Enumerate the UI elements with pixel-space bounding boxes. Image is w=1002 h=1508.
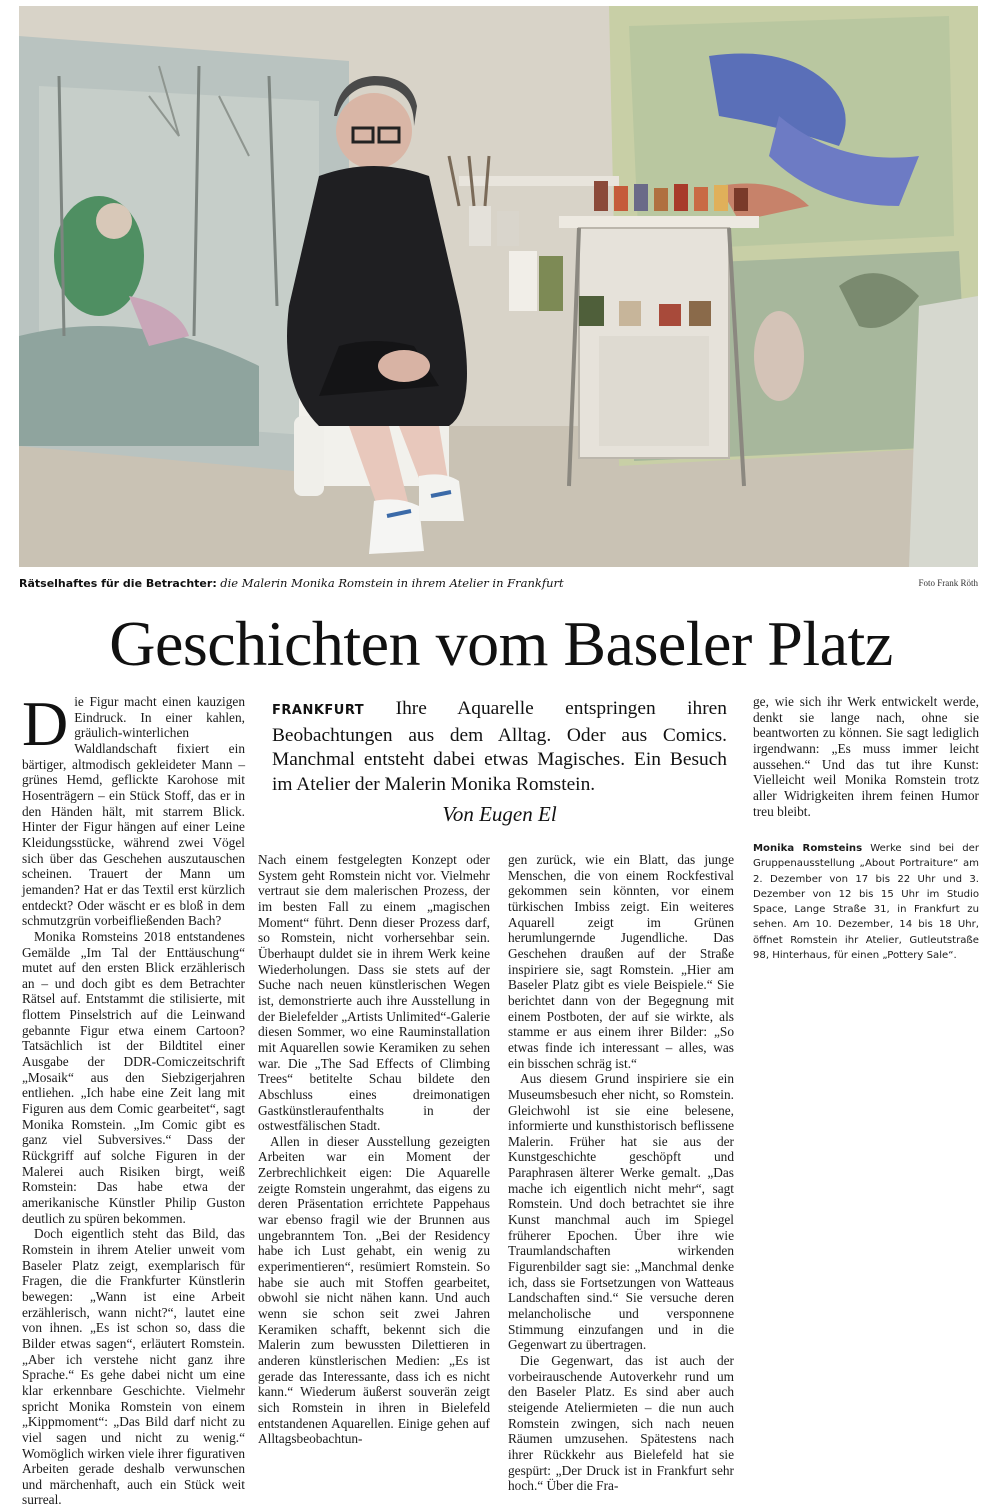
teaser-text: Ihre Aquarelle entspringen ihren Beobachtungen aus dem Alltag. Oder aus Comics. Manchmal entsteht dabei etwas Magisches. Ein Besuch im Atelier der Malerin Monika Romstein. [272,698,727,795]
paragraph: ge, wie sich ihr Werk entwickelt werde, denkt sie lange nach, ohne sie beantworten zu können. Sie sagt lediglich irgendwann: „Es muss immer leicht aussehen.“ Und das tut ihre Kunst: Vielleicht weil Monika Romstein trotz aller Widrigkeiten ihrem feinen Humor treu bleibt. [753,694,979,819]
dateline: FRANKFURT [272,703,365,718]
event-info-box [753,841,979,963]
info-lead: Monika Romsteins [753,843,863,854]
article-column-4 [753,694,979,819]
paragraph: Die Gegenwart, das ist auch der vorbeirauschende Autoverkehr rund um den Baseler Platz. Es sind aber auch steigende Ateliermieten – die nun auch Romstein zwingen, sich nach neuen Räumen umzusehen. Spätestens nach ihrer Rückkehr aus Bielefeld hat sie gespürt: „Der Druck ist in Frankfurt sehr hoch.“ Über die Fra- [508,1353,734,1494]
paragraph: Nach einem festgelegten Konzept oder System geht Romstein nicht vor. Vielmehr vertraut sie dem malerischen Prozess, der im besten Fall zu einem „magischen Moment“ führt. Denn dieser Prozess darf, so Romstein, nicht vorhersehbar sein. Überhaupt duldet sie in ihrem Werk keine Wiederholungen. Dass sie stets auf der Suche nach neuen künstlerischen Wegen ist, demonstrierte auch ihre Ausstellung in der Bielefelder „Artists Unlimited“-Galerie diesen Sommer, wo eine Rauminstallation mit Aquarellen sowie Keramiken zu sehen war. Die „The Sad Effects of Climbing Trees“ betitelte Schau bildete den Abschluss eines dreimonatigen Gastkünstleraufenthalts in der ostwestfälischen Stadt. [258,852,490,1134]
paragraph: Allen in dieser Ausstellung gezeigten Arbeiten war ein Moment der Zerbrechlichkeit eigen: Die Aquarelle zeigte Romstein ungerahmt, das eigens zu deren Präsentation errichtete Pappehaus war ebenso fragil wie der Brunnen aus ungebranntem Ton. „Bei der Residency habe ich Lust gehabt, ein wenig zu experimentieren“, resümiert Romstein. So habe sie auch mit Stoffen gearbeitet, obwohl sie nicht nähen kann. Und auch wenn sie schon seit zwei Jahren Keramiken schafft, bekennt sich die Malerin zum bewussten Dilettieren in anderen künstlerischen Medien: „Es ist gerade das Interessante, dass ich es nicht kann.“ Wiederum äußerst souverän zeigt sich Romstein in ihren in Bielefeld entstandenen Aquarellen. Einige gehen auf Alltagsbeobachtun- [258,1133,490,1447]
article-column-2 [258,852,490,1447]
paragraph: Monika Romsteins 2018 entstandenes Gemälde „Im Tal der Enttäuschung“ mutet auf den ersten Blick erzählerisch an – und doch gibt es dem Betrachter Rätsel auf. Entstammt die stilisierte, mit flottem Pinselstrich auf die Leinwand gebannte Figur etwa einem Cartoon? Tatsächlich ist der Bildtitel einer Ausgabe der DDR-Comiczeitschrift „Mosaik“ aus den Siebzigerjahren entliehen. „Ich habe eine Zeit lang mit Figuren aus dem Comic gearbeitet“, sagt Monika Romstein. „Im Comic gibt es ganz viel Subversives.“ Dass der Rückgriff auf solche Figuren in der Malerei auch Risiken birgt, weiß Romstein: Das habe etwa der amerikanische Künstler Philip Guston deutlich zu spüren bekommen. [22,928,245,1226]
byline: Von Eugen El [442,802,557,826]
drop-cap: D [22,688,69,759]
caption-lead: Rätselhaftes für die Betrachter: [19,577,217,590]
article-column-3 [508,852,734,1494]
photo-caption [19,575,978,591]
article-photo [19,6,978,567]
article-column-1 [22,688,245,1508]
paragraph: Aus diesem Grund inspiriere sie ein Museumsbesuch eher nicht, so Romstein. Gleichwohl ist sie eine belesene, informierte und kunsthistorisch beflissene Malerin. Früher hat sie aus der Kunstgeschichte geschöpft und Paraphrasen älterer Werke gemalt. „Das mache ich eigentlich nicht mehr“, sagt Romstein. Und doch betrachtet sie ihre Kunst manchmal auch im Spiegel früherer Epochen. Über ihre wie Traumlandschaften wirkenden Figurenbilder sagt sie: „Manchmal denke ich, dass sie Fortsetzungen von Watteaus Landschaften sind.“ Sie versuche deren melancholische und versponnene Stimmung einzufangen und in die Gegenwart zu übertragen. [508,1071,734,1353]
caption-text: die Malerin Monika Romstein in ihrem Atelier in Frankfurt [220,576,564,590]
info-text: Werke sind bei der Gruppenausstellung „About Portraiture“ am 2. Dezember von 17 bis 22 Uhr und 3. Dezember von 12 bis 15 Uhr im Studio Space, Lange Straße 31, in Frankfurt zu sehen. Am 10. Dezember, 14 bis 18 Uhr, öffnet Romstein ihr Atelier, Gutleutstraße 98, Hinterhaus, für einen „Pottery Sale“. [753,843,979,962]
photo-credit: Foto Frank Röth [918,578,978,588]
article-headline: Geschichten vom Baseler Platz [109,608,893,679]
paragraph: gen zurück, wie ein Blatt, das junge Menschen, die von einem Rockfestival gekommen sein könnten, vor einem türkischen Imbiss zeigt. Ein weiteres Aquarell zeigt im Grünen herumlungernde Jugendliche. Das Geschehen draußen auf der Straße inspiriere sie, sagt Romstein. „Hier am Baseler Platz gibt es viele Beispiele.“ Sie berichtet dann von der Begegnung mit einem Postboten, der auf sie wirkte, als stamme er aus einem ihrer Bilder: „So etwas finde ich interessant – alles, was ein bisschen schräg ist.“ [508,852,734,1071]
paragraph: ie Figur macht einen kauzigen Eindruck. In einer kahlen, gräulich-winterlichen Waldlandschaft fixiert ein bärtiger, altmodisch gekleideter Mann – grünes Hemd, geflickte Karohose mit Hosenträgern – ein Stück Stoff, das er in den Händen hält, mit starrem Blick. Hinter der Figur hängen auf einer Leine Kleidungsstücke, während zwei Vögel sich über das Geschehen auszutauschen scheinen. Trauert der Mann um jemanden? Hat er das Textil erst kürzlich entdeckt? Oder wäscht er es bloß in dem schmutzgrün vorbeifließenden Bach? [22,694,245,929]
atelier-photo-illustration [19,6,978,567]
paragraph: Doch eigentlich steht das Bild, das Romstein in ihrem Atelier unweit vom Baseler Platz zeigt, exemplarisch für Fragen, die die Frankfurter Künstlerin bewegen: „Wann ist eine Arbeit erzählerisch, wann nicht?“, lautet eine von ihnen. „Es ist schon so, dass die Bilder etwas sagen“, erläutert Romstein. „Aber ich verstehe nicht ganz ihre Sprache.“ Es gehe dabei nicht um eine klar erkennbare Geschichte. Vielmehr spricht Monika Romstein von einem „Kippmoment“: „Das Bild darf nicht zu viel sagen und nicht zu wenig.“ Womöglich wirken viele ihrer figurativen Arbeiten gerade deshalb verwunschen und märchenhaft, auch ein Stück weit surreal. [22,1226,245,1508]
article-teaser [272,697,727,797]
